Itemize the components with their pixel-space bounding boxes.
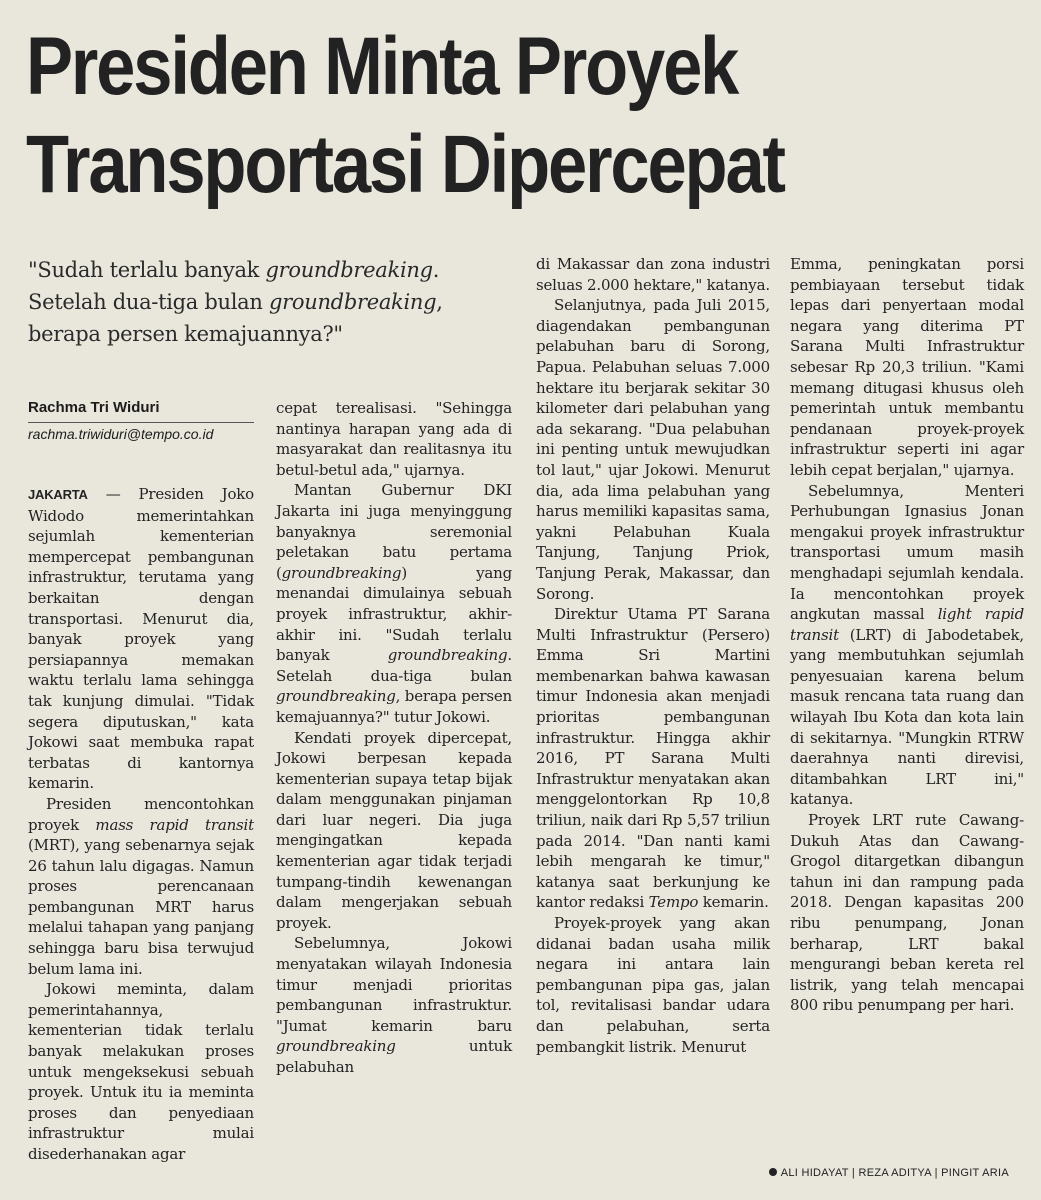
paragraph-text: Presiden mencontohkan proyek bbox=[28, 794, 254, 834]
headline bbox=[26, 18, 877, 214]
dateline: JAKARTA bbox=[28, 487, 88, 502]
paragraph: Selanjutnya, pada Juli 2015, diagendakan pembangunan pelabuhan baru di Sorong, Papua. Pelabuhan seluas 7.000 hektare itu berjarak sekitar 30 kilometer dari pelabuhan yang ada sekarang. "Dua pelabuhan ini penting untuk mewujudkan tol laut," ujar Jokowi. Menurut dia, ada lima pelabuhan yang harus memiliki kapasitas sama, yakni Pelabuhan Kuala Tanjung, Tanjung Priok, Tanjung Perak, Makassar, dan Sorong. bbox=[536, 296, 770, 603]
paragraph-text: , berapa persen kemajuannya?" tutur Jokowi. bbox=[276, 687, 512, 726]
author-name: Rachma Tri Widuri bbox=[28, 398, 254, 423]
paragraph bbox=[276, 480, 512, 727]
paragraph: cepat terealisasi. "Sehingga nantinya harapan yang ada di masyarakat dan realitasnya itu betul-betul ada," ujarnya. bbox=[276, 399, 512, 479]
paragraph bbox=[28, 484, 254, 794]
pull-quote-text: , bbox=[436, 290, 443, 314]
paragraph-text: Sebelumnya, Jokowi menyatakan wilayah Indonesia timur menjadi prioritas pembangunan infrastruktur. "Jumat kemarin baru bbox=[276, 934, 512, 1035]
paragraph: Kendati proyek dipercepat, Jokowi berpesan kepada kementerian supaya tetap bijak dalam menggunakan pinjaman dari luar negeri. Dia juga mengingatkan kepada kementerian agar tidak terjadi tumpang-tindih kewenangan dalam mengerjakan sebuah proyek. bbox=[276, 728, 512, 932]
paragraph-text: (LRT) di Jabodetabek, yang membutuhkan sejumlah penyesuaian karena belum masuk rencana tata ruang dan wilayah Ibu Kota dan kota lain di sekitarnya. "Mungkin RTRW daerahnya nanti direvisi, ditambahkan LRT ini," katanya. bbox=[790, 625, 1024, 809]
paragraph: Proyek-proyek yang akan didanai badan usaha milik negara ini antara lain pembangunan pipa gas, jalan tol, revitalisasi bandar udara dan pelabuhan, serta pembangkit listrik. Menurut bbox=[536, 914, 770, 1056]
pull-quote bbox=[28, 254, 528, 350]
headline-line-2: Transportasi Dipercepat bbox=[26, 119, 784, 210]
article-column-4 bbox=[790, 254, 1024, 1016]
paragraph-emphasis: groundbreaking bbox=[387, 646, 508, 665]
paragraph-text: ) yang menandai dimulainya sebuah proyek infrastruktur, akhir-akhir ini. "Sudah terlalu banyak bbox=[276, 563, 512, 665]
paragraph bbox=[276, 933, 512, 1077]
paragraph-emphasis: mass rapid transit bbox=[95, 815, 254, 834]
paragraph-emphasis: light rapid transit bbox=[790, 605, 1024, 644]
credit-text: ALI HIDAYAT | REZA ADITYA | PINGIT ARIA bbox=[780, 1167, 1009, 1179]
pull-quote-text: . bbox=[432, 258, 440, 282]
paragraph-text: Direktur Utama PT Sarana Multi Infrastruktur (Persero) Emma Sri Martini membenarkan bahwa kawasan timur Indonesia akan menjadi prioritas pembangunan infrastruktur. Hingga akhir 2016, PT Sarana Multi Infrastruktur menyatakan akan menggelontorkan Rp 10,8 triliun, naik dari Rp 5,57 triliun pada 2014. "Dan nanti kami lebih mengarah ke timur," katanya saat berkunjung ke kantor redaksi bbox=[536, 605, 770, 912]
article-column-1 bbox=[28, 484, 254, 1165]
pull-quote-text: Setelah dua-tiga bulan bbox=[28, 290, 269, 314]
paragraph-text: . Setelah dua-tiga bulan bbox=[276, 646, 512, 685]
pull-quote-emphasis: groundbreaking bbox=[269, 290, 437, 314]
paragraph: di Makassar dan zona industri seluas 2.000 hektare," katanya. bbox=[536, 255, 770, 294]
pull-quote-line-1 bbox=[28, 254, 528, 286]
paragraph bbox=[790, 481, 1024, 811]
paragraph-emphasis: groundbreaking bbox=[276, 1037, 396, 1056]
paragraph-text: untuk pelabuhan bbox=[276, 1037, 512, 1076]
paragraph: Proyek LRT rute Cawang-Dukuh Atas dan Cawang-Grogol ditargetkan dibangun tahun ini dan rampung pada 2018. Dengan kapasitas 200 ribu penumpang, Jonan berharap, LRT bakal mengurangi beban kereta rel listrik, yang telah mencapai 800 ribu penumpang per hari. bbox=[790, 811, 1024, 1015]
paragraph: Jokowi meminta, dalam pemerintahannya, kementerian tidak terlalu banyak melakukan proses untuk mengeksekusi sebuah proyek. Untuk itu ia meminta proses dan penyediaan infrastruktur mulai disederhanakan agar bbox=[28, 980, 254, 1163]
paragraph-text: kemarin. bbox=[698, 893, 769, 912]
pull-quote-line-2 bbox=[28, 286, 528, 318]
pull-quote-line-3: berapa persen kemajuannya?" bbox=[28, 322, 343, 346]
article-column-3 bbox=[536, 254, 770, 1057]
byline bbox=[28, 398, 254, 445]
paragraph-emphasis: groundbreaking bbox=[276, 687, 396, 706]
article-column-2 bbox=[276, 398, 512, 1078]
paragraph-text: Mantan Gubernur DKI Jakarta ini juga menyinggung banyaknya seremonial peletakan batu pertama ( bbox=[276, 481, 512, 582]
bullet-icon bbox=[769, 1168, 777, 1176]
paragraph-text: Sebelumnya, Menteri Perhubungan Ignasius Jonan mengakui proyek infrastruktur transportasi umum masih menghadapi sejumlah kendala. Ia mencontohkan proyek angkutan massal bbox=[790, 481, 1024, 624]
paragraph bbox=[28, 794, 254, 979]
paragraph-text: (MRT), yang sebenarnya sejak 26 tahun lalu digagas. Namun proses perencanaan pembangunan MRT harus melalui tahapan yang panjang sehingga baru bisa terwujud belum lama ini. bbox=[28, 836, 254, 978]
paragraph: Emma, peningkatan porsi pembiayaan tersebut tidak lepas dari penyertaan modal negara yang diterima PT Sarana Multi Infrastruktur sebesar Rp 20,3 triliun. "Kami memang ditugasi khusus oleh pemerintah untuk membantu pendanaan proyek-proyek infrastruktur seperti ini agar lebih cepat berjalan," ujarnya. bbox=[790, 255, 1024, 479]
paragraph bbox=[536, 604, 770, 913]
headline-line-1: Presiden Minta Proyek bbox=[26, 21, 738, 112]
photo-credit bbox=[769, 1167, 1009, 1179]
author-email: rachma.triwiduri@tempo.co.id bbox=[28, 426, 214, 442]
publication-name: Tempo bbox=[648, 893, 699, 912]
paragraph-text: — Presiden Joko Widodo memerintahkan sejumlah kementerian mempercepat pembangunan infrastruktur, terutama yang berkaitan dengan transportasi. Menurut dia, banyak proyek yang persiapannya memakan waktu terlalu lama sehingga tak kunjung dimulai. "Tidak segera diputuskan," kata Jokowi saat membuka rapat terbatas di kantornya kemarin. bbox=[28, 485, 254, 793]
pull-quote-emphasis: groundbreaking bbox=[265, 258, 433, 282]
pull-quote-text: "Sudah terlalu banyak bbox=[28, 258, 266, 282]
paragraph-emphasis: groundbreaking bbox=[281, 563, 402, 582]
